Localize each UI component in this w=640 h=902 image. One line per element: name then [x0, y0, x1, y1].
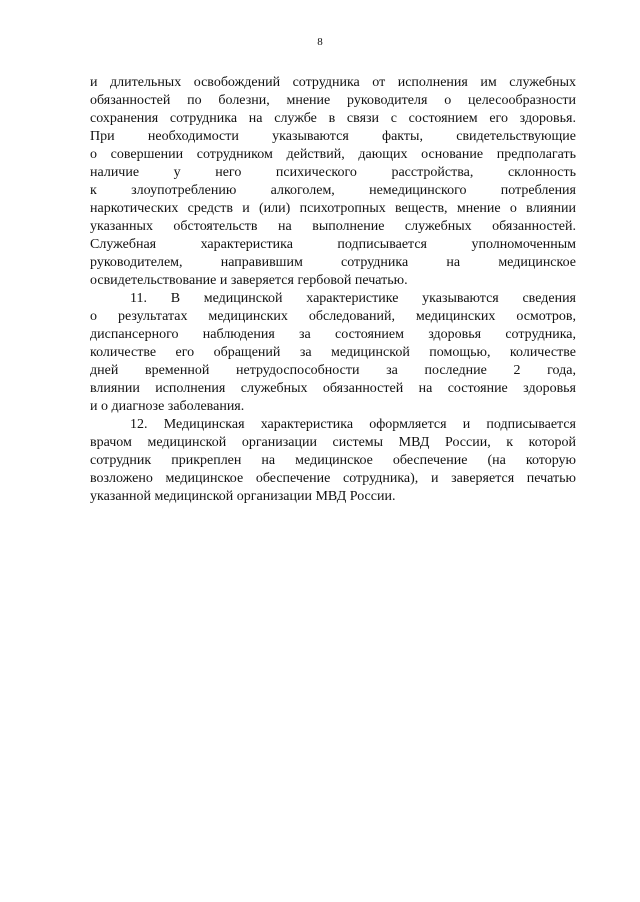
text-line: Служебная характеристика подписывается уполномоченным — [90, 237, 576, 252]
text-line: о совершении сотрудником действий, дающих основание предполагать — [90, 147, 576, 162]
page-number: 8 — [317, 36, 323, 48]
text-line: руководителем, направившим сотрудника на медицинское — [90, 255, 576, 270]
paragraph-11 — [90, 290, 576, 416]
text-line: и длительных освобождений сотрудника от исполнения им служебных — [90, 75, 576, 90]
text-line: сохранения сотрудника на службе в связи с состоянием его здоровья. — [90, 111, 576, 126]
text-line: освидетельствование и заверяется гербовой печатью. — [90, 273, 408, 288]
paragraph-continuation — [90, 74, 576, 290]
text-line: диспансерного наблюдения за состоянием здоровья сотрудника, — [90, 327, 576, 342]
text-line: врачом медицинской организации системы МВД России, к которой — [90, 435, 576, 450]
text-line: указанных обстоятельств на выполнение служебных обязанностей. — [90, 219, 576, 234]
text-line: дней временной нетрудоспособности за последние 2 года, — [90, 363, 576, 378]
text-line: и о диагнозе заболевания. — [90, 399, 245, 414]
text-line: 11. В медицинской характеристике указываются сведения — [130, 291, 576, 306]
text-line: наличие у него психического расстройства, склонность — [90, 165, 576, 180]
text-line: возложено медицинское обеспечение сотрудника), и заверяется печатью — [90, 471, 576, 486]
text-line: 12. Медицинская характеристика оформляется и подписывается — [130, 417, 576, 432]
text-line: обязанностей по болезни, мнение руководителя о целесообразности — [90, 93, 576, 108]
text-line: о результатах медицинских обследований, медицинских осмотров, — [90, 309, 576, 324]
text-line: влиянии исполнения служебных обязанностей на состояние здоровья — [90, 381, 576, 396]
text-line: указанной медицинской организации МВД России. — [90, 489, 396, 504]
text-line: При необходимости указываются факты, свидетельствующие — [90, 129, 576, 144]
paragraph-12 — [90, 416, 576, 506]
text-line: сотрудник прикреплен на медицинское обеспечение (на которую — [90, 453, 576, 468]
text-line: к злоупотреблению алкоголем, немедицинского потребления — [90, 183, 576, 198]
document-body — [90, 74, 576, 506]
text-line: количестве его обращений за медицинской помощью, количестве — [90, 345, 576, 360]
text-line: наркотических средств и (или) психотропных веществ, мнение о влиянии — [90, 201, 576, 216]
